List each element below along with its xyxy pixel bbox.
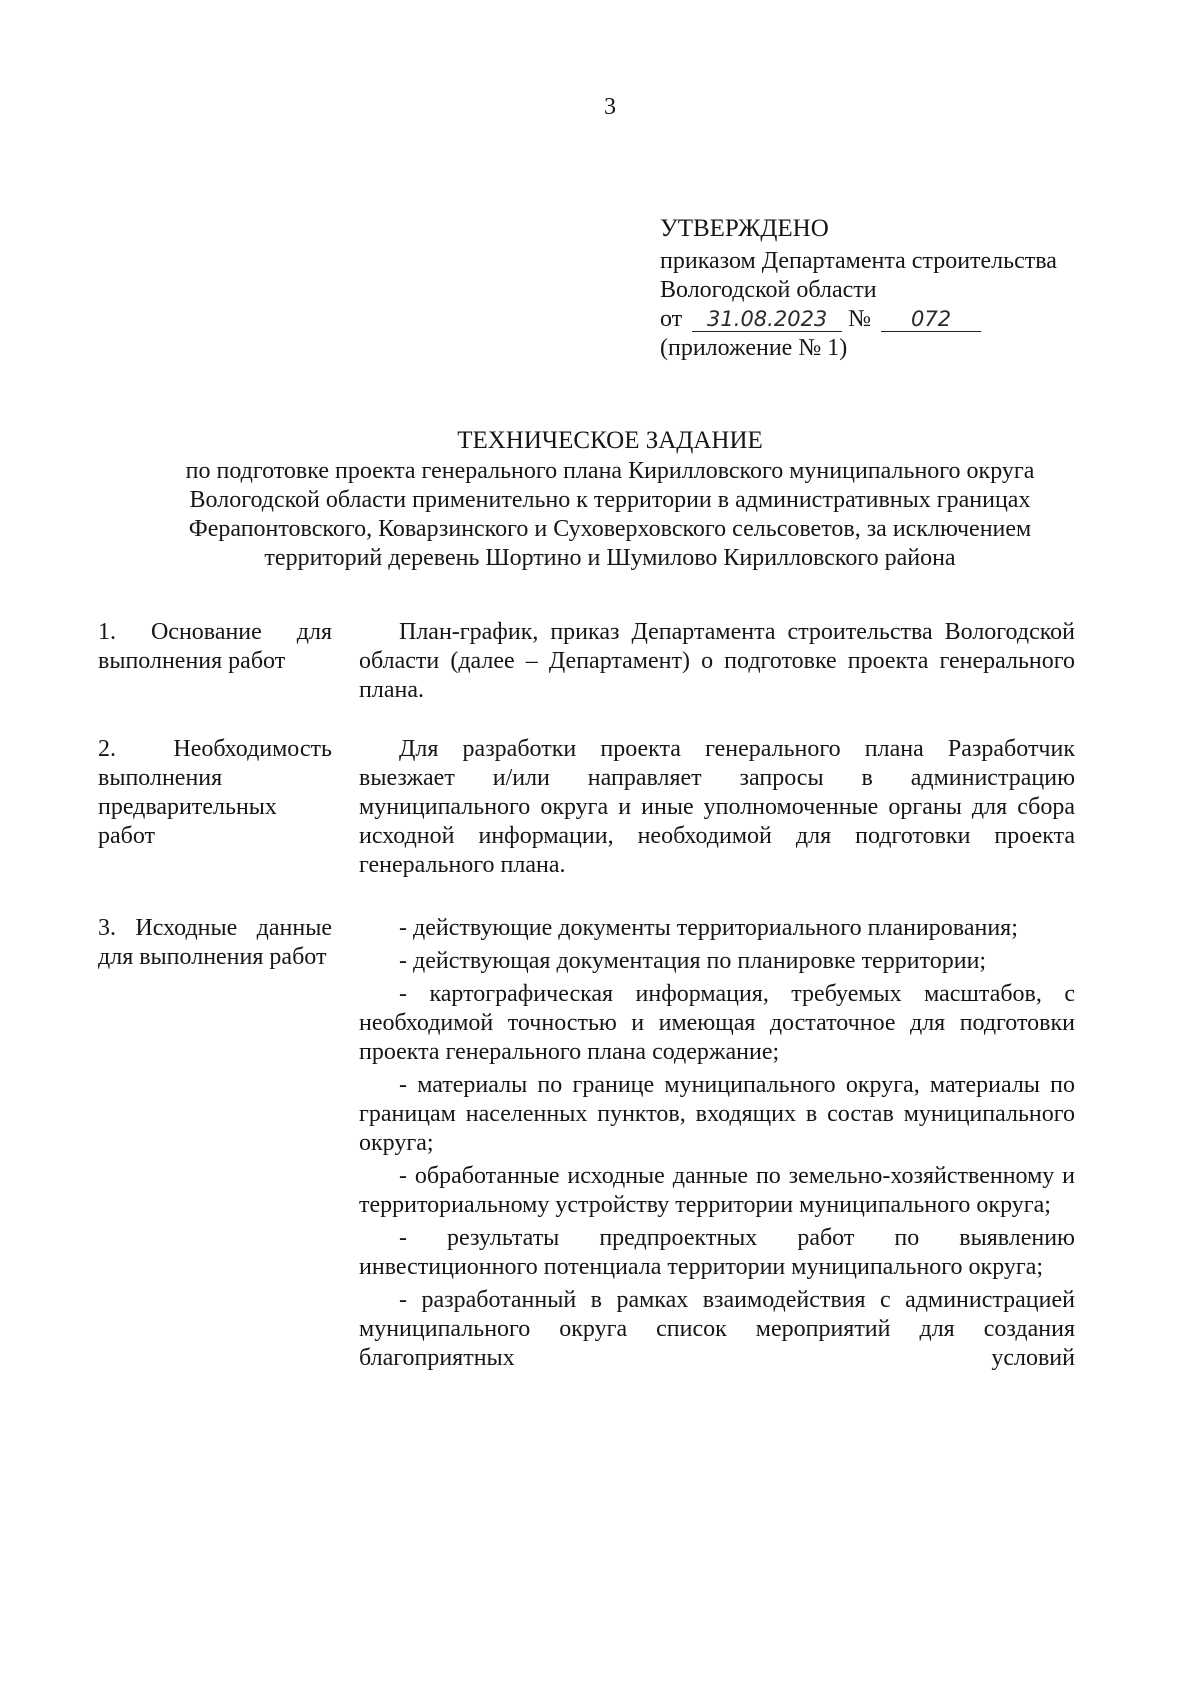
- list-item: - обработанные исходные данные по земельно-хозяйственному и территориальному устройству территории муниципального округа;: [359, 1163, 1075, 1218]
- section-3-label: 3. Исходные данные для выполнения работ: [98, 915, 332, 970]
- approval-date: 31.08.2023: [692, 307, 842, 332]
- section-1-label: 1. Основание для выполнения работ: [98, 619, 332, 674]
- number-prefix: №: [848, 306, 872, 332]
- approval-date-line: [660, 305, 1057, 334]
- date-prefix: от: [660, 306, 683, 332]
- page-number: 3: [604, 94, 616, 120]
- title-line-1: по подготовке проекта генерального плана Кирилловского муниципального округа: [185, 458, 1035, 484]
- section-2: [98, 735, 1075, 880]
- section-2-text: Для разработки проекта генерального плана Разработчик выезжает и/или направляет запросы в администрацию муниципального округа и иные уполномоченные органы для сбора исходной информации, необходимой для подготовки проекта генерального плана.: [359, 736, 1075, 878]
- approval-stamp: [660, 214, 1057, 363]
- document-title-block: [80, 426, 1140, 573]
- section-2-label: 2. Необходимость выполнения предварительных работ: [98, 736, 332, 849]
- document-title: ТЕХНИЧЕСКОЕ ЗАДАНИЕ: [457, 427, 763, 454]
- section-3-content: [344, 914, 1075, 1377]
- section-1-text: План-график, приказ Департамента строительства Вологодской области (далее – Департамент) о подготовке проекта генерального плана.: [359, 619, 1075, 703]
- title-line-4: территорий деревень Шортино и Шумилово Кирилловского района: [264, 545, 956, 571]
- approval-line-2: Вологодской области: [660, 277, 877, 303]
- list-item: - материалы по границе муниципального округа, материалы по границам населенных пунктов, входящих в состав муниципального округа;: [359, 1072, 1075, 1156]
- approval-number: 072: [881, 307, 981, 332]
- list-item: - действующие документы территориального планирования;: [399, 915, 1018, 941]
- approval-appendix: (приложение № 1): [660, 335, 848, 361]
- approval-heading: УТВЕРЖДЕНО: [660, 215, 829, 242]
- section-1: [98, 618, 1075, 705]
- title-line-2: Вологодской области применительно к территории в административных границах: [189, 487, 1031, 513]
- section-2-content: [344, 735, 1075, 880]
- list-item: - действующая документация по планировке территории;: [399, 948, 987, 974]
- source-data-list: [359, 914, 1075, 1373]
- approval-line-1: приказом Департамента строительства: [660, 248, 1057, 274]
- requirements-table: [98, 618, 1075, 1407]
- list-item: - результаты предпроектных работ по выявлению инвестиционного потенциала территории муниципального округа;: [359, 1225, 1075, 1280]
- section-3: [98, 914, 1075, 1377]
- title-line-3: Ферапонтовского, Коварзинского и Суховерховского сельсоветов, за исключением: [188, 516, 1032, 542]
- list-item: - картографическая информация, требуемых масштабов, с необходимой точностью и имеющая достаточное для подготовки проекта генерального плана содержание;: [359, 981, 1075, 1065]
- list-item: - разработанный в рамках взаимодействия с администрацией муниципального округа список мероприятий для создания благоприятных условий: [359, 1287, 1075, 1371]
- section-1-content: [344, 618, 1075, 705]
